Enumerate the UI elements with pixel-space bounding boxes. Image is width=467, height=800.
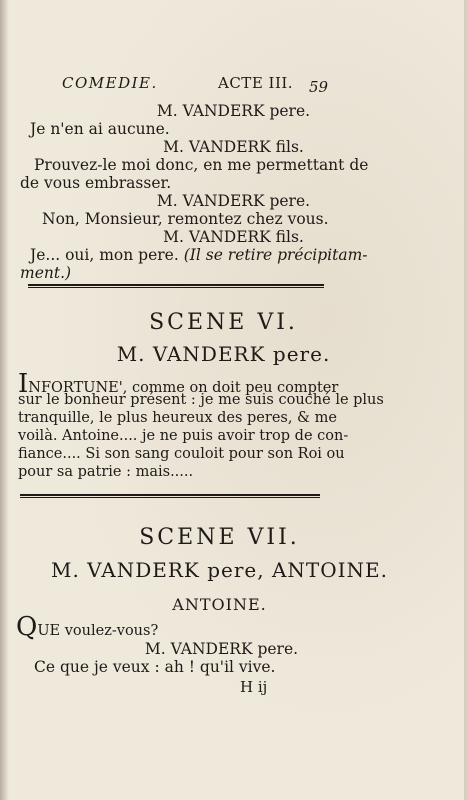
dialogue-line: Je n'en ai aucune. bbox=[30, 120, 170, 138]
speaker-label: M. VANDERK fils. bbox=[163, 138, 304, 156]
paragraph-line: voilà. Antoine.... je ne puis avoir trop de con- bbox=[18, 428, 349, 444]
speaker-label: M. VANDERK fils. bbox=[163, 228, 304, 246]
dialogue-line: Prouvez-le moi donc, en me permettant de bbox=[34, 156, 369, 174]
dialogue-line: de vous embrasser. bbox=[20, 174, 172, 192]
scene-characters: M. VANDERK pere, ANTOINE. bbox=[50, 558, 388, 582]
speaker-label: M. VANDERK pere. bbox=[144, 640, 299, 658]
scene-title: SCENE VI. bbox=[149, 310, 298, 335]
dialogue-line: Ce que je veux : ah ! qu'il vive. bbox=[34, 658, 276, 676]
dialogue-line: Non, Monsieur, remontez chez vous. bbox=[42, 210, 329, 228]
paragraph-line: tranquille, le plus heureux des peres, & me bbox=[18, 410, 337, 426]
paragraph-line: fiance.... Si son sang couloit pour son Roi ou bbox=[18, 446, 345, 462]
running-title: COMEDIE. bbox=[62, 74, 158, 92]
paragraph-line: sur le bonheur présent : je me suis couché le plus bbox=[18, 392, 384, 408]
signature-mark: H ij bbox=[240, 678, 268, 696]
paragraph-line: pour sa patrie : mais..... bbox=[18, 464, 194, 480]
dialogue-line bbox=[30, 248, 368, 264]
divider-rule bbox=[28, 284, 324, 288]
speaker-label: M. VANDERK pere. bbox=[156, 192, 311, 210]
scene-title: SCENE VII. bbox=[139, 525, 300, 550]
speaker-label: M. VANDERK pere. bbox=[156, 102, 311, 120]
page-number: 59 bbox=[309, 78, 329, 96]
speaker-label: ANTOINE. bbox=[172, 595, 267, 614]
act-label: ACTE III. bbox=[218, 74, 294, 92]
paragraph-line: INFORTUNE', comme on doit peu compter bbox=[18, 369, 339, 399]
divider-rule bbox=[20, 494, 320, 498]
page-gutter-shadow bbox=[0, 0, 9, 800]
stage-direction-continued: ment.) bbox=[20, 264, 72, 282]
drop-cap: Q bbox=[16, 612, 38, 642]
stage-direction: (Il se retire précipitam- bbox=[183, 246, 368, 264]
dialogue-line: QUE voulez-vous? bbox=[16, 612, 159, 642]
drop-cap: I bbox=[18, 369, 29, 399]
scene-characters: M. VANDERK pere. bbox=[116, 342, 331, 366]
speech-text: Je... oui, mon pere. bbox=[30, 246, 184, 264]
